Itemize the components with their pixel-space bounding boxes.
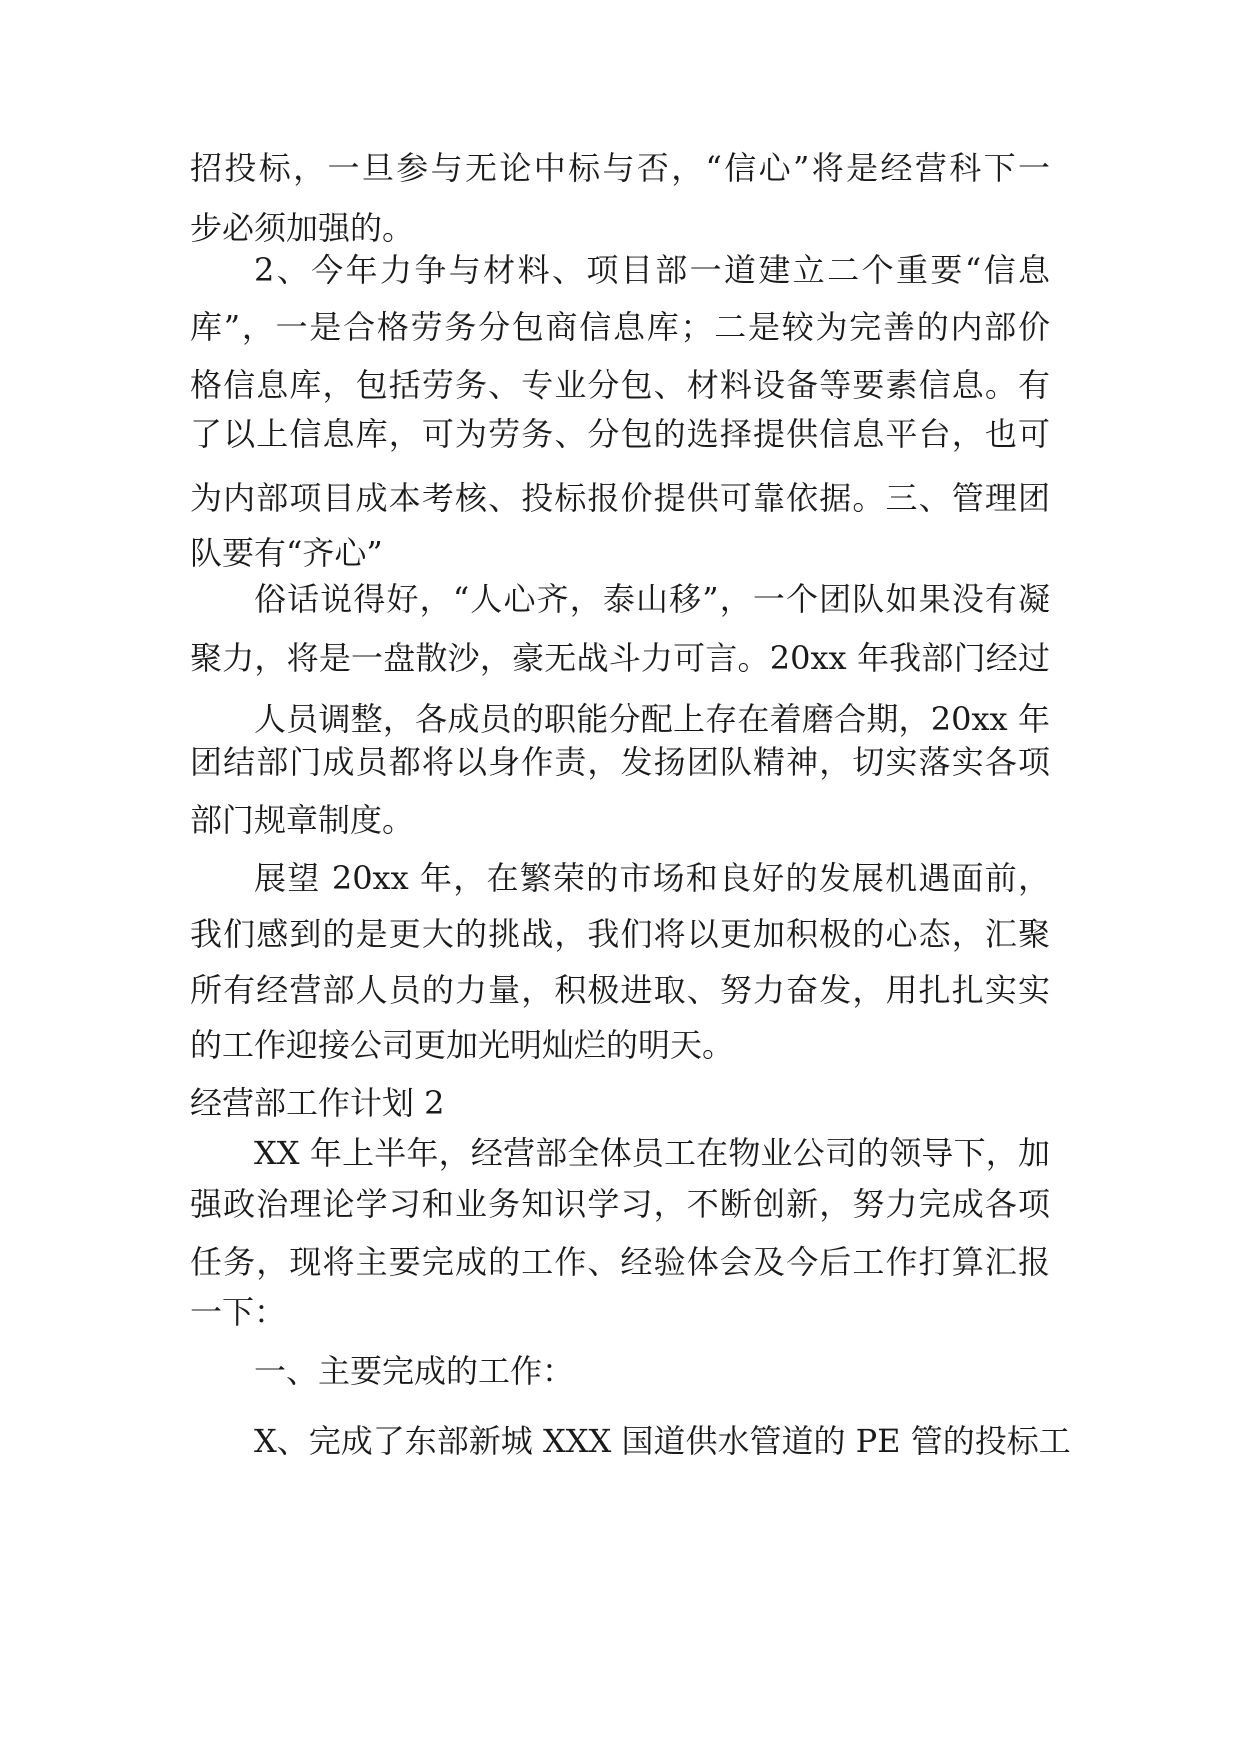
text-line: 招投标，一旦参与无论中标与否，“信心”将是经营科下一: [190, 149, 1050, 187]
text-line: 我们感到的是更大的挑战，我们将以更加积极的心态，汇聚: [190, 915, 1050, 953]
text-line: 展望 20xx 年，在繁荣的市场和良好的发展机遇面前，: [254, 859, 1050, 897]
text-line: 一下：: [190, 1293, 287, 1331]
text-line: 的工作迎接公司更加光明灿烂的明天。: [190, 1026, 735, 1064]
text-line: 任务，现将主要完成的工作、经验体会及今后工作打算汇报: [190, 1243, 1050, 1281]
text-line: 库”，一是合格劳务分包商信息库；二是较为完善的内部价: [190, 308, 1050, 346]
text-line: 了以上信息库，可为劳务、分包的选择提供信息平台，也可: [190, 415, 1050, 453]
text-line: 队要有“齐心”: [190, 534, 383, 572]
text-line: 人员调整，各成员的职能分配上存在着磨合期，20xx 年: [254, 700, 1050, 738]
text-line: 强政治理论学习和业务知识学习，不断创新，努力完成各项: [190, 1185, 1050, 1223]
text-line: XX 年上半年，经营部全体员工在物业公司的领导下，加: [254, 1134, 1050, 1172]
text-line: 为内部项目成本考核、投标报价提供可靠依据。三、管理团: [190, 479, 1050, 517]
text-line: 2、今年力争与材料、项目部一道建立二个重要“信息: [254, 251, 1050, 289]
text-line: 格信息库，包括劳务、专业分包、材料设备等要素信息。有: [190, 366, 1050, 404]
text-line: 团结部门成员都将以身作责，发扬团队精神，切实落实各项: [190, 743, 1050, 781]
section-heading: 经营部工作计划 2: [190, 1084, 445, 1122]
text-line: 部门规章制度。: [190, 801, 415, 839]
text-line: 一、主要完成的工作：: [254, 1352, 575, 1390]
text-line: 俗话说得好，“人心齐，泰山移”，一个团队如果没有凝: [254, 580, 1050, 618]
text-line: 所有经营部人员的力量，积极进取、努力奋发，用扎扎实实: [190, 971, 1050, 1009]
text-line: 聚力，将是一盘散沙，豪无战斗力可言。20xx 年我部门经过: [190, 639, 1050, 677]
text-line: 步必须加强的。: [190, 209, 415, 247]
text-line: X、完成了东部新城 XXX 国道供水管道的 PE 管的投标工: [254, 1422, 1071, 1460]
